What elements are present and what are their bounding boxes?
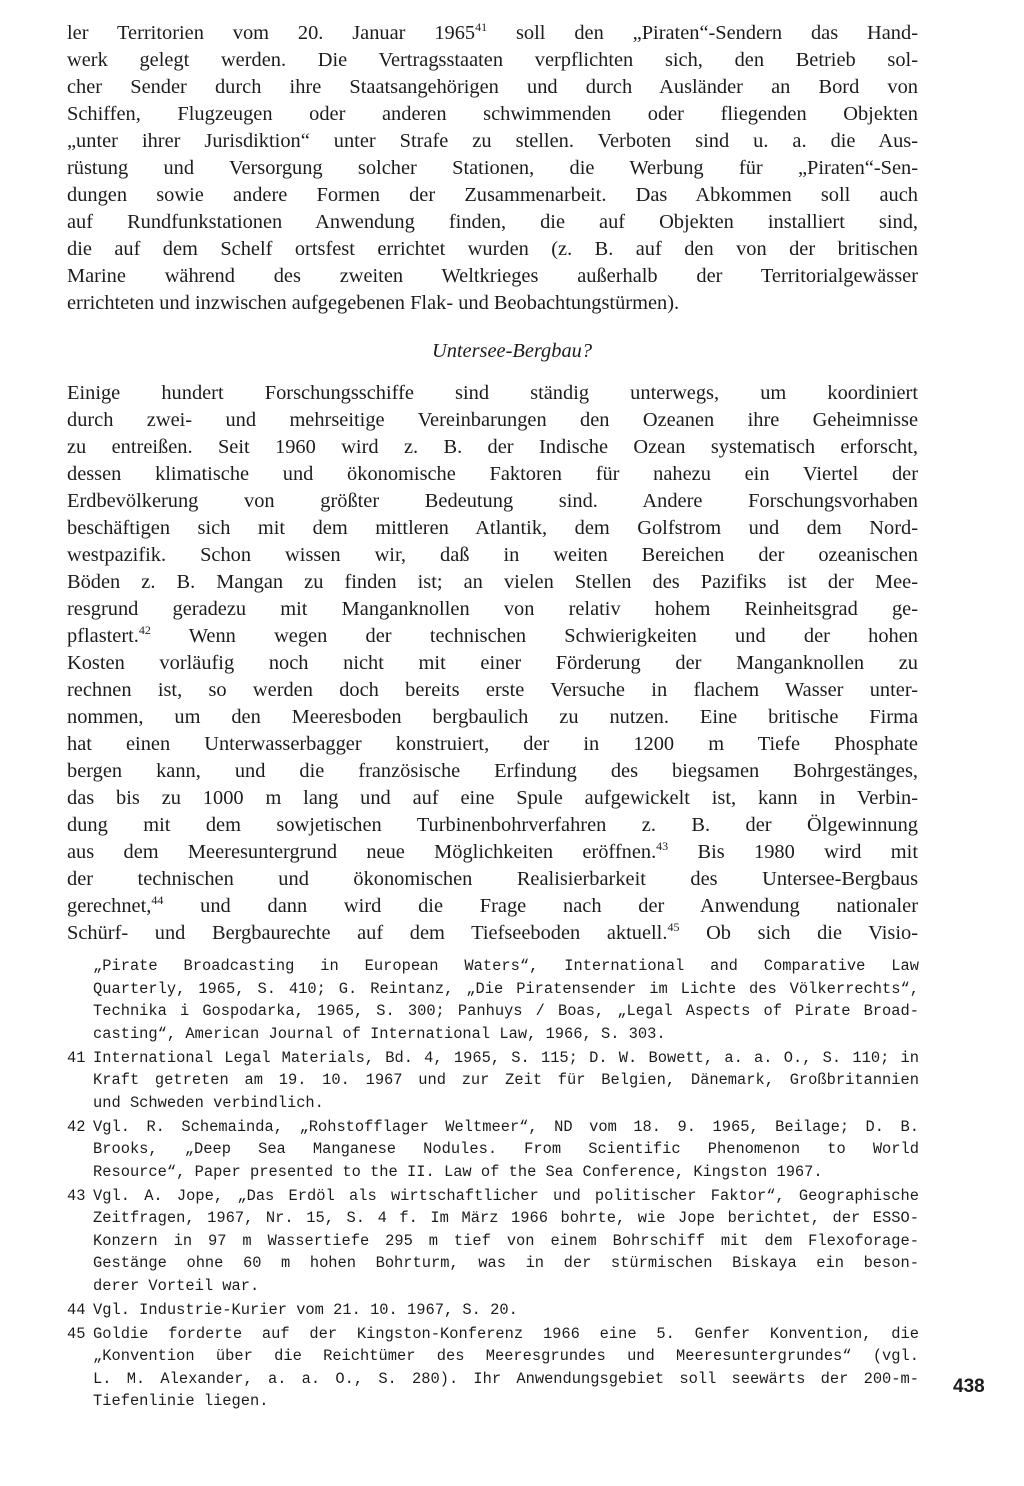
footnote-line: Gestänge ohne 60 m hohen Bohrturm, was in der stürmischen Biskaya ein beson- [93, 1254, 919, 1272]
text-line: resgrund geradezu mit Manganknollen von relativ hohem Reinheitsgrad ge- [67, 598, 918, 620]
text-line: dung mit dem sowjetischen Turbinenbohrverfahren z. B. der Ölgewinnung [67, 814, 918, 836]
page-number: 438 [953, 1376, 985, 1397]
footnote-42 [67, 1116, 919, 1184]
footnote-ref[interactable]: 45 [667, 920, 680, 934]
footnote-line: Vgl. Industrie-Kurier vom 21. 10. 1967, S. 20. [93, 1300, 518, 1319]
footnote-continuation [93, 955, 919, 1045]
text-line: aus dem Meeresuntergrund neue Möglichkeiten eröffnen.$^{43}$ Bis 1980 wird mit [67, 839, 918, 863]
text-line: Böden z. B. Mangan zu finden ist; an vielen Stellen des Pazifiks ist der Mee- [67, 571, 918, 593]
footnote-ref[interactable]: 41 [475, 20, 488, 34]
text-line: zu entreißen. Seit 1960 wird z. B. der Indische Ozean systematisch erforscht, [67, 436, 918, 458]
footnotes [67, 955, 919, 1414]
footnote-line: Vgl. A. Jope, „Das Erdöl als wirtschaftlicher und politischer Faktor“, Geographische [93, 1186, 919, 1205]
section-heading: Untersee-Bergbau? [431, 340, 593, 362]
paragraph-2 [67, 380, 918, 947]
footnote-line: „Pirate Broadcasting in European Waters“, International and Comparative Law [93, 957, 919, 975]
text-line: ler Territorien vom 20. Januar 1965$^{41}$ soll den „Piraten“-Sendern das Hand- [67, 20, 918, 44]
text-line: Schiffen, Flugzeugen oder anderen schwimmenden oder fliegenden Objekten [67, 103, 918, 125]
footnote-43 [67, 1185, 919, 1298]
text-line: durch zwei- und mehrseitige Vereinbarungen den Ozeanen ihre Geheimnisse [67, 409, 918, 431]
footnote-line: Kraft getreten am 19. 10. 1967 und zur Zeit für Belgien, Dänemark, Großbritannien [93, 1071, 919, 1089]
text-line: rüstung und Versorgung solcher Stationen, die Werbung für „Piraten“-Sen- [67, 157, 918, 179]
footnote-line: L. M. Alexander, a. a. O., S. 280). Ihr Anwendungsgebiet soll seewärts der 200-m- [93, 1369, 919, 1388]
footnote-ref[interactable]: 44 [151, 893, 164, 907]
footnote-line: Brooks, „Deep Sea Manganese Nodules. From Scientific Phenomenon to World [93, 1140, 919, 1158]
footnote-41 [67, 1047, 919, 1115]
text-line: das bis zu 1000 m lang und auf eine Spule aufgewickelt ist, kann in Verbin- [67, 787, 918, 809]
footnote-line: Technika i Gospodarka, 1965, S. 300; Panhuys / Boas, „Legal Aspects of Pirate Broad- [93, 1002, 919, 1020]
footnote-45 [67, 1323, 919, 1413]
footnote-line: derer Vorteil war. [93, 1276, 260, 1295]
text-line: die auf dem Schelf ortsfest errichtet wurden (z. B. auf den von der britischen [67, 238, 918, 260]
text-line: der technischen und ökonomischen Realisierbarkeit des Untersee-Bergbaus [67, 868, 918, 890]
text-line: werk gelegt werden. Die Vertragsstaaten verpflichten sich, den Betrieb sol- [67, 49, 918, 71]
text-line: bergen kann, und die französische Erfindung des biegsamen Bohrgestänges, [67, 760, 918, 782]
footnote-line: und Schweden verbindlich. [93, 1093, 324, 1112]
footnote-line: casting“, American Journal of International Law, 1966, S. 303. [93, 1024, 666, 1043]
footnote-ref[interactable]: 43 [656, 839, 669, 853]
text-line: dungen sowie andere Formen der Zusammenarbeit. Das Abkommen soll auch [67, 184, 918, 206]
footnote-line: Zeitfragen, 1967, Nr. 15, S. 4 f. Im März 1966 bohrte, wie Jope berichtet, der ESSO- [93, 1209, 919, 1227]
text-line: westpazifik. Schon wissen wir, daß in weiten Bereichen der ozeanischen [67, 544, 918, 566]
text-line: Einige hundert Forschungsschiffe sind ständig unterwegs, um koordiniert [67, 382, 918, 404]
text-line: nommen, um den Meeresboden bergbaulich zu nutzen. Eine britische Firma [67, 706, 918, 728]
text-line: dessen klimatische und ökonomische Faktoren für nahezu ein Viertel der [67, 463, 918, 485]
footnote-line: Vgl. R. Schemainda, „Rohstofflager Weltmeer“, ND vom 18. 9. 1965, Beilage; D. B. [93, 1117, 919, 1136]
footnote-line: Quarterly, 1965, S. 410; G. Reintanz, „Die Piratensender im Lichte des Völkerrechts“, [93, 979, 919, 998]
text-line: Marine während des zweiten Weltkrieges außerhalb der Territorialgewässer [67, 265, 918, 287]
footnote-line: Goldie forderte auf der Kingston-Konferenz 1966 eine 5. Genfer Konvention, die [93, 1324, 919, 1343]
text-line: Schürf- und Bergbaurechte auf dem Tiefseeboden aktuell.$^{45}$ Ob sich die Visio- [67, 920, 918, 944]
footnote-line: International Legal Materials, Bd. 4, 1965, S. 115; D. W. Bowett, a. a. O., S. 110; in [93, 1048, 919, 1067]
footnote-number: 44 [67, 1300, 86, 1319]
text-line: beschäftigen sich mit dem mittleren Atlantik, dem Golfstrom und dem Nord- [67, 517, 918, 539]
footnote-line: „Konvention über die Reichtümer des Meeresgrundes und Meeresuntergrundes“ (vgl. [93, 1347, 919, 1365]
text-line: Kosten vorläufig noch nicht mit einer Förderung der Manganknollen zu [67, 652, 918, 674]
text-line: pflastert.$^{42}$ Wenn wegen der technischen Schwierigkeiten und der hohen [67, 623, 918, 647]
text-line: errichteten und inzwischen aufgegebenen Flak- und Beobachtungstürmen). [67, 292, 680, 314]
text-line: auf Rundfunkstationen Anwendung finden, die auf Objekten installiert sind, [67, 211, 918, 233]
footnote-number: 42 [67, 1117, 86, 1136]
footnote-number: 45 [67, 1324, 86, 1343]
footnote-line: Konzern in 97 m Wassertiefe 295 m tief von einem Bohrschiff mit dem Flexoforage- [93, 1231, 919, 1250]
footnote-line: Resource“, Paper presented to the II. Law of the Sea Conference, Kingston 1967. [93, 1162, 823, 1181]
text-line: Erdbevölkerung von größter Bedeutung sind. Andere Forschungsvorhaben [67, 490, 918, 512]
text-line: gerechnet,$^{44}$ und dann wird die Frage nach der Anwendung nationaler [67, 893, 918, 917]
footnote-number: 43 [67, 1186, 86, 1205]
footnote-line: Tiefenlinie liegen. [93, 1392, 269, 1410]
paragraph-1 [67, 20, 918, 317]
text-line: rechnen ist, so werden doch bereits erste Versuche in flachem Wasser unter- [67, 679, 918, 701]
text-line: hat einen Unterwasserbagger konstruiert, der in 1200 m Tiefe Phosphate [67, 733, 918, 755]
footnote-number: 41 [67, 1048, 86, 1067]
footnote-ref[interactable]: 42 [138, 623, 151, 637]
text-line: „unter ihrer Jurisdiktion“ unter Strafe zu stellen. Verboten sind u. a. die Aus- [67, 130, 918, 152]
text-line: cher Sender durch ihre Staatsangehörigen und durch Ausländer an Bord von [67, 76, 918, 98]
footnote-44 [67, 1299, 919, 1322]
